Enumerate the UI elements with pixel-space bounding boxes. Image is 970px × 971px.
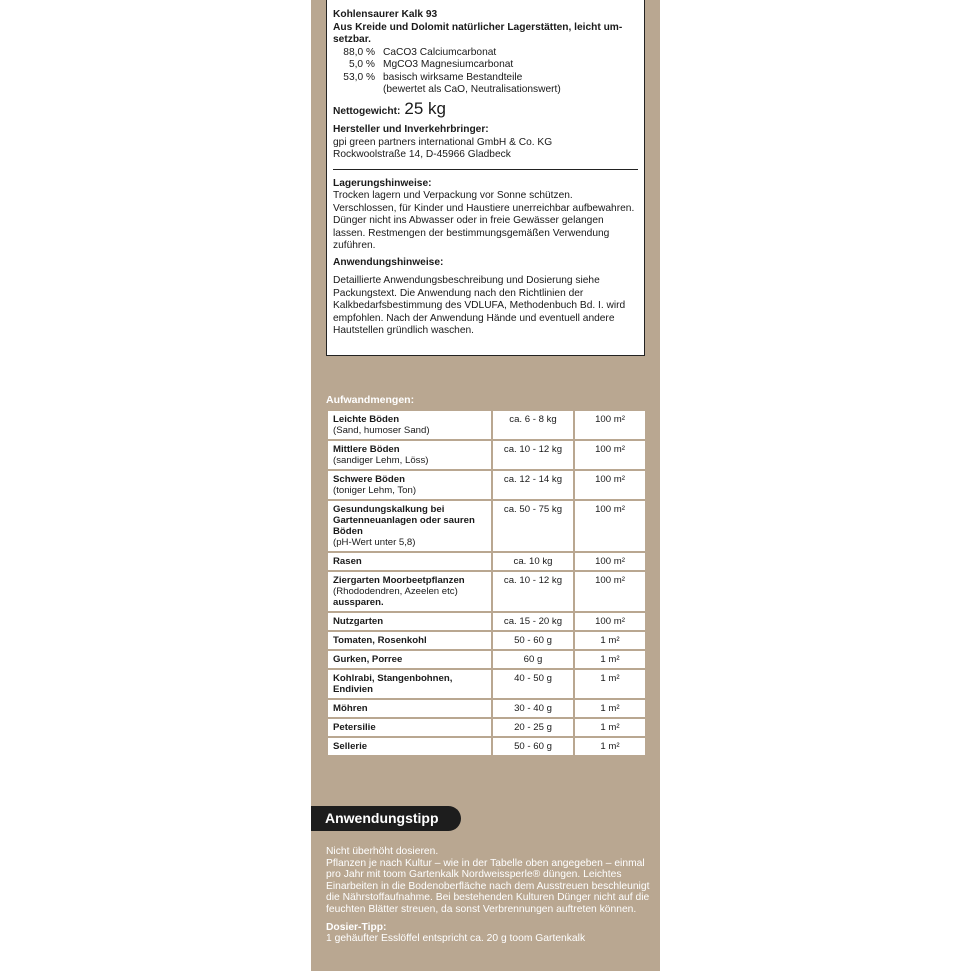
- row-amount: 50 - 60 g: [492, 737, 574, 756]
- row-name-cell: [327, 650, 492, 669]
- row-name-cell: [327, 410, 492, 440]
- row-amount: 20 - 25 g: [492, 718, 574, 737]
- row-area: 1 m²: [574, 737, 646, 756]
- row-amount: ca. 10 - 12 kg: [492, 440, 574, 470]
- row-area: 1 m²: [574, 650, 646, 669]
- table-row: [327, 552, 646, 571]
- storage-text: Trocken lagern und Verpackung vor Sonne schützen. Verschlossen, für Kinder und Haustiere unerreichbar aufbewahren. Dünger nicht ins Abwasser oder in freie Gewässer gelangen lassen. Restmengen der bestimmungsgemäßen Verwendung zuführen.: [333, 190, 635, 251]
- row-sub: (sandiger Lehm, Löss): [333, 455, 429, 466]
- row-name: Nutzgarten: [333, 616, 384, 627]
- row-area: 100 m²: [574, 440, 646, 470]
- row-area: 100 m²: [574, 470, 646, 500]
- row-name-cell: [327, 612, 492, 631]
- composition-list: [333, 47, 638, 97]
- composition-label: (bewertet als CaO, Neutralisationswert): [383, 84, 561, 95]
- row-name: Mittlere Böden: [333, 444, 400, 455]
- application-title: Anwendungshinweise:: [333, 256, 444, 268]
- composition-row: [333, 47, 638, 60]
- tipp-line1: Nicht überhöht dosieren.: [326, 846, 439, 857]
- row-name-cell: [327, 500, 492, 552]
- row-name-cell: [327, 440, 492, 470]
- row-area: 100 m²: [574, 410, 646, 440]
- row-sub: (Sand, humoser Sand): [333, 425, 430, 436]
- composition-pct: 53,0 %: [343, 71, 375, 83]
- composition-row: [333, 59, 638, 72]
- row-name-cell: [327, 631, 492, 650]
- row-amount: ca. 10 - 12 kg: [492, 571, 574, 612]
- net-weight: [333, 98, 638, 119]
- row-name-cell: [327, 470, 492, 500]
- composition-pct: 5,0 %: [348, 59, 375, 70]
- row-amount: 40 - 50 g: [492, 669, 574, 699]
- manufacturer-label: Hersteller und Inverkehrbringer:: [333, 124, 489, 135]
- row-area: 1 m²: [574, 718, 646, 737]
- table-row: [327, 571, 646, 612]
- net-weight-value: 25 kg: [404, 98, 446, 118]
- row-amount: ca. 12 - 14 kg: [492, 470, 574, 500]
- row-name: Gurken, Porree: [333, 654, 403, 665]
- row-name-cell: [327, 699, 492, 718]
- row-name-cell: [327, 669, 492, 699]
- row-amount: ca. 10 kg: [492, 552, 574, 571]
- manufacturer-name: gpi green partners international GmbH & Co. KG: [333, 136, 553, 148]
- row-area: 100 m²: [574, 571, 646, 612]
- composition-label: MgCO3 Magnesiumcarbonat: [383, 59, 514, 70]
- table-row: [327, 718, 646, 737]
- row-name-cell: [327, 718, 492, 737]
- table-row: [327, 669, 646, 699]
- storage-title: Lagerungshinweise:: [333, 177, 432, 189]
- product-name: Kohlensaurer Kalk 93: [333, 9, 438, 20]
- row-sub: (pH-Wert unter 5,8): [333, 537, 416, 548]
- table-row: [327, 699, 646, 718]
- row-area: 1 m²: [574, 699, 646, 718]
- dosier-text: 1 gehäufter Esslöffel entspricht ca. 20 g toom Gartenkalk: [326, 933, 586, 945]
- composition-label: CaCO3 Calciumcarbonat: [383, 46, 497, 58]
- tipp-title: Anwendungstipp: [311, 806, 461, 831]
- application-text: Detaillierte Anwendungsbeschreibung und Dosierung siehe Packungstext. Die Anwendung nach den Richtlinien der Kalkbedarfsbestimmung des VDLUFA, Methodenbuch Bd. I. wird empfohlen. Nach der Anwendung Hände und eventuell andere Hautstellen gründlich waschen.: [333, 275, 626, 336]
- row-name: Möhren: [333, 703, 368, 714]
- row-area: 100 m²: [574, 552, 646, 571]
- row-name2: aussparen.: [333, 597, 384, 608]
- aufwand-title: Aufwandmengen:: [326, 394, 415, 406]
- product-info-box: [326, 0, 645, 356]
- row-amount: 30 - 40 g: [492, 699, 574, 718]
- dosier-title: Dosier-Tipp:: [326, 921, 387, 933]
- row-amount: ca. 6 - 8 kg: [492, 410, 574, 440]
- row-area: 100 m²: [574, 500, 646, 552]
- row-name: Gesundungskalkung bei Gartenneuanlagen oder sauren Böden: [333, 504, 475, 537]
- row-sub: (Rhododendren, Azeelen etc): [333, 586, 458, 597]
- row-name: Sellerie: [333, 741, 368, 752]
- row-name: Petersilie: [333, 722, 376, 733]
- table-row: [327, 612, 646, 631]
- net-weight-label: Nettogewicht:: [333, 105, 401, 117]
- composition-pct: 88,0 %: [343, 46, 375, 58]
- row-name: Tomaten, Rosenkohl: [333, 635, 427, 646]
- row-name-cell: [327, 571, 492, 612]
- table-row: [327, 631, 646, 650]
- table-row: [327, 500, 646, 552]
- row-amount: ca. 15 - 20 kg: [492, 612, 574, 631]
- row-name: Leichte Böden: [333, 414, 400, 425]
- table-row: [327, 410, 646, 440]
- label-panel: [311, 0, 660, 971]
- table-row: [327, 737, 646, 756]
- row-name: Rasen: [333, 556, 362, 567]
- aufwand-table: [326, 409, 647, 757]
- table-row: [327, 650, 646, 669]
- row-name: Schwere Böden: [333, 474, 405, 485]
- row-name-cell: [327, 737, 492, 756]
- composition-label: basisch wirksame Bestandteile: [383, 71, 523, 83]
- table-row: [327, 470, 646, 500]
- divider: [333, 169, 638, 170]
- row-area: 1 m²: [574, 631, 646, 650]
- tipp-text: Pflanzen je nach Kultur – wie in der Tabelle oben angegeben – einmal pro Jahr mit toom Gartenkalk Nordweissperle® düngen. Leichtes Einarbeiten in die Bodenoberfläche nach dem Ausstreuen beschleunigt die Nährstoffaufnahme. Bei bestehenden Kulturen Dünger nicht auf die feuchten Blätter streuen, da sonst Verbrennungen auftreten können.: [326, 857, 650, 915]
- composition-row: [333, 72, 638, 85]
- row-sub: (toniger Lehm, Ton): [333, 485, 417, 496]
- row-amount: 60 g: [492, 650, 574, 669]
- row-name: Kohlrabi, Stangenbohnen, Endivien: [333, 673, 453, 695]
- row-amount: ca. 50 - 75 kg: [492, 500, 574, 552]
- row-area: 100 m²: [574, 612, 646, 631]
- row-name: Ziergarten Moorbeetpflanzen: [333, 575, 465, 586]
- product-origin: Aus Kreide und Dolomit natürlicher Lagerstätten, leicht um-setzbar.: [333, 21, 623, 45]
- tipp-block: [326, 846, 651, 945]
- composition-row: [333, 84, 638, 97]
- table-row: [327, 440, 646, 470]
- row-amount: 50 - 60 g: [492, 631, 574, 650]
- row-name-cell: [327, 552, 492, 571]
- composition-pct: [333, 84, 383, 97]
- manufacturer-address: Rockwoolstraße 14, D-45966 Gladbeck: [333, 149, 511, 160]
- row-area: 1 m²: [574, 669, 646, 699]
